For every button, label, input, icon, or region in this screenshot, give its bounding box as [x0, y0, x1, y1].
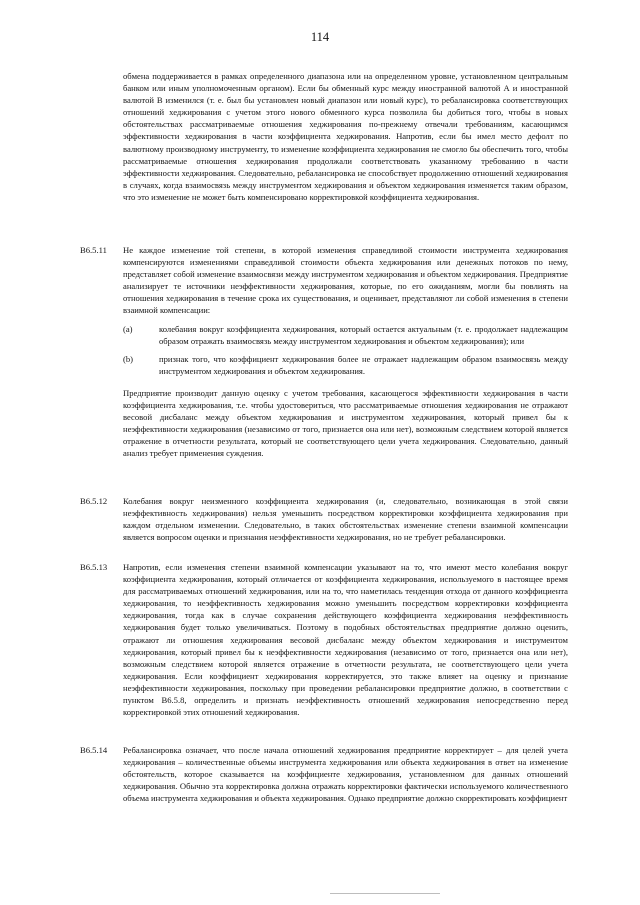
list-marker: (a): [123, 323, 133, 334]
clause-number: B6.5.14: [80, 745, 108, 755]
clause-body: [123, 561, 568, 718]
clause-number: B6.5.13: [80, 562, 108, 572]
clause-body: [123, 744, 568, 804]
clause-b6-5-12: [80, 495, 568, 543]
list-item-text: признак того, что коэффициент хеджирования более не отражает надлежащим образом взаимосвязь между инструментом хеджирования и объектом хеджирования.: [159, 353, 568, 376]
list-item-b: [123, 353, 568, 377]
list-item-text: колебания вокруг коэффициента хеджирования, который остается актуальным (т. е. продолжает надлежащим образом отражать взаимосвязь между инструментом хеджирования и объектом хеджирования); или: [159, 323, 568, 346]
intro-paragraph: обмена поддерживается в рамках определенного диапазона или на определенном уровне, установленном центральным банком или иным уполномоченным органом). Если бы обменный курс между иностранной валютой А и иностранной валютой В изменился (т. е. был бы установлен новый диапазон или новый курс), то ребалансировка соответствующих отношений хеджирования с учетом этого нового обменного курса позволила бы добиться того, чтобы в новых обстоятельствах рассматриваемые отношения хеджирования по-прежнему отвечали требованиям, касающимся эффективности хеджирования в части коэффициента хеджирования. Напротив, если бы имел место дефолт по валютному производному инструменту, то изменение коэффициента хеджирования не смогло бы обеспечить того, чтобы рассматриваемые отношения хеджирования продолжали соответствовать указанному требованию в части эффективности хеджирования. Следовательно, ребалансировка не способствует продолжению отношений хеджирования в случаях, когда взаимосвязь между инструментом хеджирования и объектом хеджирования изменяется таким образом, что это изменение не может быть компенсировано корректировкой коэффициента хеджирования.: [123, 71, 568, 202]
clause-paragraph: Напротив, если изменения степени взаимной компенсации указывают на то, что имеют место колебания вокруг коэффициента хеджирования, который отличается от коэффициента хеджирования, используемого в настоящее время для рассматриваемых отношений хеджирования, или на то, что наметилась тенденция отхода от данного коэффициента хеджирования, то неэффективность хеджирования можно уменьшить посредством корректировки коэффициента хеджирования, тогда как в случае сохранения действующего коэффициента хеджирования неэффективность хеджирования будет только увеличиваться. Поэтому в подобных обстоятельствах предприятие должно оценить, отражают ли отношения хеджирования весовой дисбаланс между объектом хеджирования и инструментом хеджирования, который привел бы к неэффективности хеджирования (независимо от того, признается она или нет), возможным следствием которой является отражение в отчетности результата, не соответствующего цели учета хеджирования. Если коэффициент хеджирования корректируется, это также влияет на оценку и признание неэффективности хеджирования, поскольку при проведении ребалансировки предприятие должно, в соответствии с пунктом B6.5.8, определить и признать неэффективность отношений хеджирования непосредственно перед корректировкой этих отношений хеджирования.: [123, 562, 568, 718]
clause-paragraph: Не каждое изменение той степени, в которой изменения справедливой стоимости инструмента хеджирования компенсируются изменениями справедливой стоимости объекта хеджирования или денежных потоков по нему, представляет собой изменение взаимосвязи между инструментом хеджирования и объектом хеджирования. Предприятие анализирует те источники неэффективности хеджирования, которые, по его ожиданиям, могли бы повлиять на отношения хеджирования в течение срока их существования, и оценивает, представляют ли собой изменения в степени взаимной компенсации:: [123, 245, 568, 316]
list-marker: (b): [123, 353, 134, 364]
list-item-a: [123, 323, 568, 347]
clause-number: B6.5.11: [80, 245, 107, 255]
clause-b6-5-14: [80, 744, 568, 804]
clause-b6-5-11: [80, 244, 568, 460]
clause-b6-5-13: [80, 561, 568, 718]
clause-body: [123, 495, 568, 543]
clause-paragraph: Колебания вокруг неизменного коэффициента хеджирования (и, следовательно, возникающая в этой связи неэффективность хеджирования) нельзя уменьшить посредством корректировки коэффициента хеджирования при каждом отдельном изменении. Следовательно, в таких обстоятельствах изменение степени взаимной компенсации является вопросом оценки и признания неэффективности хеджирования, но не требует ребалансировки.: [123, 496, 568, 543]
clause-paragraph: Ребалансировка означает, что после начала отношений хеджирования предприятие корректирует – для целей учета хеджирования – количественные объемы инструмента хеджирования или объекта хеджирования в ответ на изменение обстоятельств, которое сказывается на коэффициенте хеджирования, установленном для данных отношений хеджирования. Обычно эта корректировка должна отражать корректировки фактически используемого количественного объема инструмента хеджирования и объекта хеджирования. Однако предприятие должно скорректировать коэффициент: [123, 745, 568, 804]
clause-body: [123, 244, 568, 460]
clause-number: B6.5.12: [80, 496, 108, 506]
clause-paragraph-continued: Предприятие производит данную оценку с учетом требования, касающегося эффективности хеджирования в части коэффициента хеджирования, т.е. чтобы удостовериться, что рассматриваемые отношения хеджирования не отражают весовой дисбаланс между объектом хеджирования и инструментом хеджирования, который привел бы к неэффективности хеджирования (независимо от того, признается она или нет), возможным следствием которой является отражение в отчетности результата, который не соответствующего цели учета хеджирования. Следовательно, данный анализ требует применения суждения.: [123, 387, 568, 459]
page-bottom-rule: [330, 893, 440, 894]
page-number: 114: [310, 30, 330, 44]
